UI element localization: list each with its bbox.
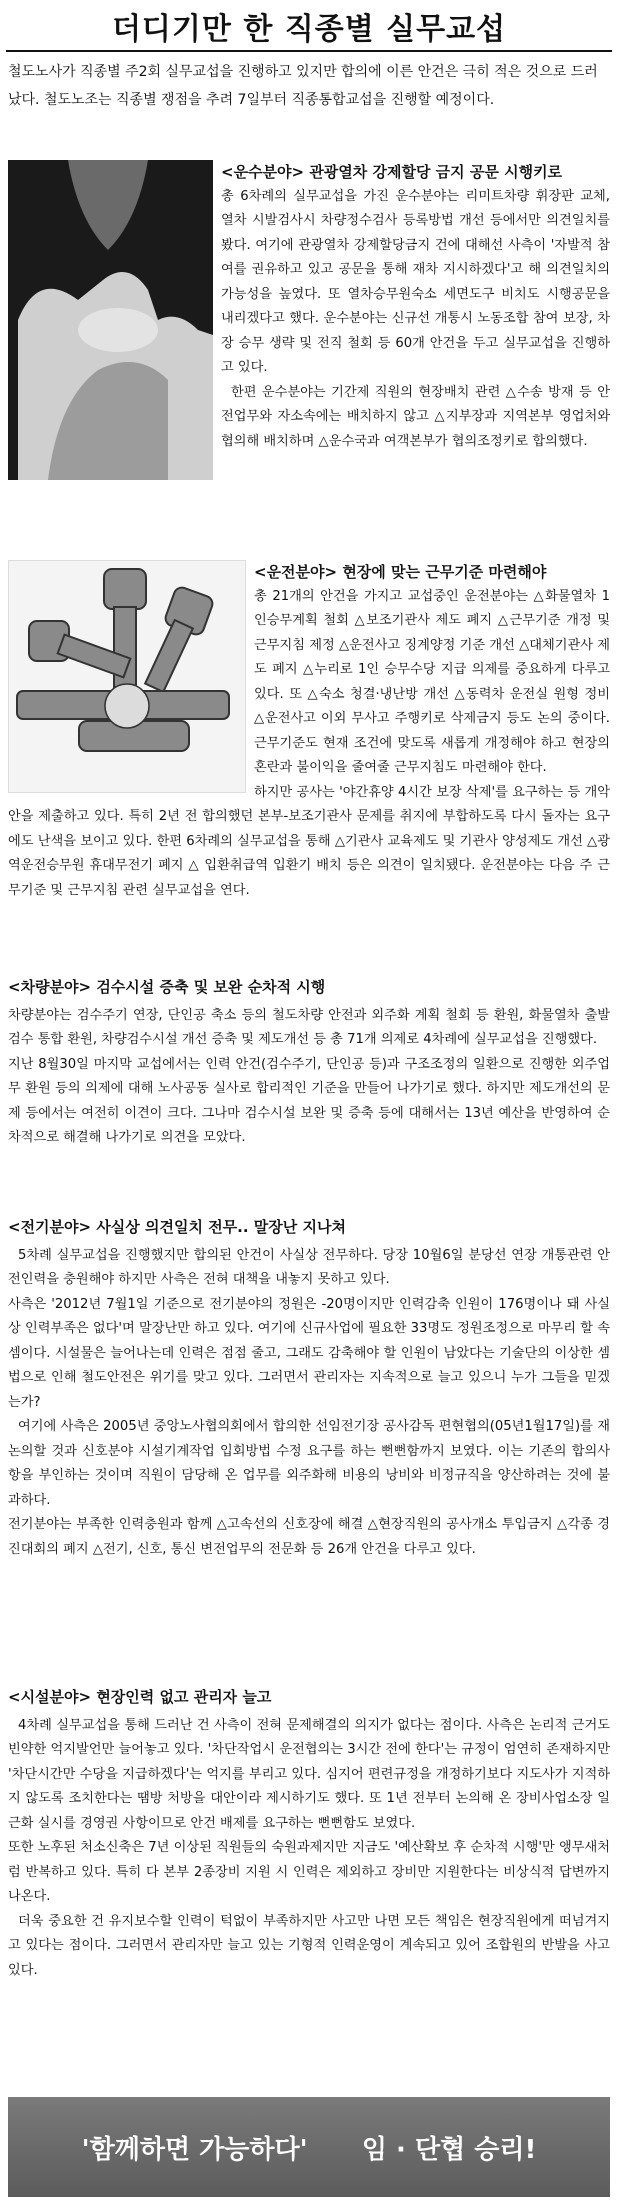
vehicle-body-2: 지난 8월30일 마지막 교섭에서는 인력 안건(검수주기, 단인공 등)과 구조조정의 일환으로 진행한 외주업무 환원 등의 의제에 대해 노사공동 실사로 합리적인 기준을 만들어 나가기로 했다. 하지만 제도개선의 문제 등에서는 여전히 이견이 크다. 그나마 검수시설 보완 및 증축 등에 대해서는 13년 예산을 반영하여 순차적으로 해결해 나가기로 의견을 모았다. (8, 1056, 610, 1145)
electric-body-2: 사측은 '2012년 7월1일 기준으로 전기분야의 정원은 -20명이지만 인력감축 인원이 176명이나 돼 사실상 인력부족은 없다'며 말장난만 하고 있다. 여기에 신규사업에 필요한 33명도 정원조정으로 마무리 할 속셈이다. 시설물은 늘어나는데 인력은 점점 줄고, 그래도 감축해야 할 인원이 남았다는 기술단의 이상한 셈법으로 인해 철도안전은 위기를 맞고 있다. 그러면서 관리자는 지속적으로 늘고 있으니 누가 그들을 믿겠는가? (8, 1296, 610, 1410)
banner-victory: 임 · 단협 승리! (361, 2134, 537, 2165)
section-heading-electric: <전기분야> 사실상 의견일치 전무.. 말장난 지나쳐 (8, 1218, 346, 1236)
title-divider (6, 50, 612, 52)
intro-paragraph: 철도노사가 직종별 주2회 실무교섭을 진행하고 있지만 합의에 이른 안건은 극히 적은 것으로 드러났다. 철도노조는 직종별 쟁점을 추려 7일부터 직종통합교섭을 진행할 예정이다. (8, 64, 598, 108)
section-heading-transport: <운수분야> 관광열차 강제할당 금지 공문 시행키로 (221, 163, 563, 181)
banner-slogan: '함께하면 가능하다' (81, 2134, 308, 2165)
page-title: 더디기만 한 직종별 실무교섭 (111, 12, 507, 47)
electric-body-4: 전기분야는 부족한 인력충원과 함께 △고속선의 신호장에 해결 △현장직원의 공사개소 투입금지 △각종 경진대회의 폐지 △전기, 신호, 통신 변전업무의 전문화 등 26개 안건을 다루고 있다. (8, 1517, 610, 1557)
section-driving (8, 560, 610, 903)
section-heading-driving: <운전분야> 현장에 맞는 근무기준 마련해야 (254, 563, 547, 581)
section-heading-vehicle: <차량분야> 검수시설 증축 및 보완 순차적 시행 (8, 978, 326, 996)
transport-body-2: 한편 운수분야는 기간제 직원의 현장배치 관련 △수송 방재 등 안전업무와 자소속에는 배치하지 않고 △지부장과 지역본부 영업처와 협의해 배치하며 △운수국과 여객본부가 협의조정키로 합의했다. (221, 384, 610, 449)
facility-body-2: 또한 노후된 처소신축은 7년 이상된 직원들의 숙원과제지만 지금도 '예산확보 후 순차적 시행'만 앵무새처럼 반복하고 있다. 특히 다 본부 2종장비 지원 시 인력은 제외하고 장비만 지원한다는 비상식적 답변까지 나온다. (8, 1840, 610, 1904)
fists-illustration (8, 560, 246, 793)
section-vehicle (8, 975, 610, 1151)
electric-body-1: 5차례 실무교섭을 진행했지만 합의된 안건이 사실상 전무하다. 당장 10월6일 분당선 연장 개통관련 안전인력을 충원해야 하지만 사측은 전혀 대책을 내놓지 못하고 있다. (8, 1247, 610, 1287)
transport-body-1: 총 6차례의 실무교섭을 가진 운수분야는 리미트차량 휘장판 교체, 열차 시발검사시 차량정수검사 등록방법 개선 등에서만 의견일치를 봤다. 여기에 관광열차 강제할당금지 건에 대해선 사측이 '자발적 참여를 권유하고 있고 공문을 통해 재차 지시하겠다'고 해 의견일치의 가능성을 높였다. 또 열차승무원숙소 세면도구 비치도 시행공문을 내리겠다고 했다. 운수분야는 신규선 개통시 노동조합 참여 보장, 차장 승무 생략 및 전직 철회 등 60개 안건을 두고 실무교섭을 진행하고 있다. (221, 188, 610, 375)
section-heading-facility: <시설분야> 현장인력 없고 관리자 늘고 (8, 1688, 272, 1706)
facility-body-1: 4차례 실무교섭을 통해 드러난 건 사측이 전혀 문제해결의 의지가 없다는 점이다. 사측은 논리적 근거도 빈약한 억지발언만 늘어놓고 있다. '차단작업시 운전협의는 3시간 전에 한다'는 규정이 엄연히 존재하지만 '차단시간만 수당을 지급하겠다'는 억지를 부리고 있다. 심지어 편련규정을 개정하기보다 지도사가 지적하지 않도록 조치한다는 땜방 처방을 대안이라 제시하기도 했다. 또 1년 전부터 논의해 온 장비사업소장 일근화 실시를 경영권 사항이므로 안건 배제를 요구하는 뻔뻔함도 보였다. (8, 1717, 610, 1831)
slogan-banner (8, 2097, 610, 2197)
vehicle-body-1: 차량분야는 검수주기 연장, 단인공 축소 등의 철도차량 안전과 외주화 계획 철회 등 환원, 화물열차 출발검수 통합 환원, 차량검수시설 개선 증축 및 제도개선 등 총 71개 의제로 4차례에 실무교섭을 진행했다. (8, 1007, 610, 1047)
electric-body-3: 여기에 사측은 2005년 중앙노사협의회에서 합의한 선임전기장 공사감독 편현협의(05년1월17일)를 재논의할 것과 신호분야 시설기계작업 입회방법 수정 요구를 하는 뻔뻔함까지 보였다. 이는 기존의 합의사항을 부인하는 것이며 직원이 담당해 온 업무를 외주화해 비용의 낭비와 비정규직을 양산하려는 것에 불과하다. (8, 1419, 610, 1508)
section-facility (8, 1685, 610, 1983)
driving-body-2: 하지만 공사는 '야간휴양 4시간 보장 삭제'를 요구하는 등 개악안을 제출하고 있다. 특히 2년 전 합의했던 본부-보조기관사 문제를 취지에 부합하도록 다시 돌자는 요구에도 난색을 보이고 있다. 한편 6차례의 실무교섭을 통해 △기관사 교육제도 및 기관사 양성제도 개선 △광역운전승무원 휴대무전기 폐지 △ 입환취급역 입환기 배치 등은 의견이 일치됐다. 운전분야는 다음 주 근무기준 및 근무지침 관련 실무교섭을 연다. (8, 784, 610, 898)
hands-photo (8, 160, 213, 480)
section-transport (8, 160, 610, 480)
facility-body-3: 더욱 중요한 건 유지보수할 인력이 턱없이 부족하지만 사고만 나면 모든 책임은 현장직원에게 떠넘겨지고 있다는 점이다. 그러면서 관리자만 늘고 있는 기형적 인력운영이 계속되고 있어 조합원의 반발을 사고 있다. (8, 1913, 610, 1978)
driving-body-1: 총 21개의 안건을 가지고 교섭중인 운전분야는 △화물열차 1인승무계획 철회 △보조기관사 제도 폐지 △근무기준 개정 및 근무지침 제정 △운전사고 징계양정 기준 개선 △대체기관사 제도 폐지 △누리로 1인 승무수당 지급 의제를 중요하게 다루고 있다. 또 △숙소 청결·냉난방 개선 △동력차 운전실 원형 정비 △운전사고 이외 무사고 주행키로 삭제금지 등도 논의 중이다. 근무기준도 현재 조건에 맞도록 새롭게 개정해야 하고 현장의 혼란과 불이익을 줄여줄 근무지침도 마련해야 한다. (254, 588, 610, 775)
section-electric (8, 1215, 610, 1562)
